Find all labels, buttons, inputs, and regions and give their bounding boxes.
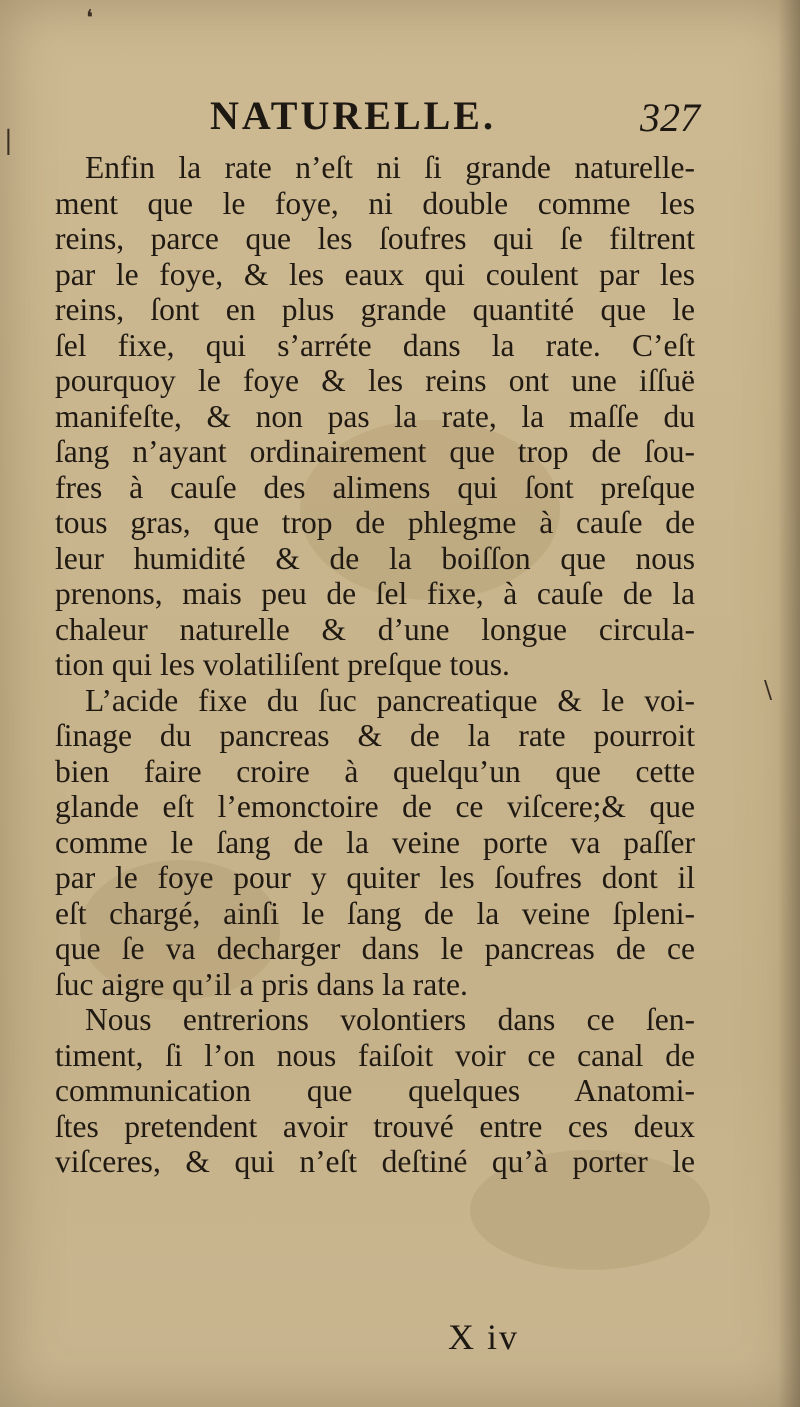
text-line: L’acide fixe du ſuc pancreatique & le voi-: [85, 682, 695, 718]
text-line: que ſe va decharger dans le pancreas de ce: [55, 931, 695, 966]
text-line: tous gras, que trop de phlegme à cauſe de: [55, 505, 695, 540]
text-line: ſel fixe, qui s’arréte dans la rate. C’eſt: [55, 327, 695, 363]
text-line: prenons, mais peu de ſel fixe, à cauſe de la: [55, 576, 695, 611]
text-line: comme le ſang de la veine porte va paſſer: [55, 824, 695, 860]
page-number: 327: [640, 95, 700, 140]
text-line: ment que le foye, ni double comme les: [55, 185, 695, 221]
text-line: fres à cauſe des alimens qui ſont preſque: [55, 469, 695, 505]
page-edge-shadow: [778, 0, 800, 1407]
running-header: [60, 92, 700, 152]
text-line: ſang n’ayant ordinairement que trop de ſou-: [55, 434, 695, 469]
text-line: glande eſt l’emonctoire de ce viſcere;& que: [55, 789, 695, 824]
text-line: reins, ſont en plus grande quantité que le: [55, 292, 695, 327]
text-line: chaleur naturelle & d’une longue circula-: [55, 611, 695, 647]
text-line: Nous entrerions volontiers dans ce ſen-: [85, 1002, 695, 1037]
text-line: communication que quelques Anatomi-: [55, 1073, 695, 1108]
margin-mark: |: [4, 126, 13, 156]
text-line: par le foye pour y quiter les ſoufres dont il: [55, 860, 695, 895]
text-line: viſceres, & qui n’eſt deſtiné qu’à porter le: [55, 1144, 695, 1179]
text-line: bien faire croire à quelqu’un que cette: [55, 753, 695, 789]
text-line: ſinage du pancreas & de la rate pourroit: [55, 718, 695, 753]
text-line: par le foye, & les eaux qui coulent par les: [55, 256, 695, 292]
text-line: eſt chargé, ainſi le ſang de la veine ſpleni-: [55, 895, 695, 931]
running-title: NATURELLE.: [210, 93, 496, 138]
text-line: ſtes pretendent avoir trouvé entre ces deux: [55, 1108, 695, 1144]
text-line: timent, ſi l’on nous faiſoit voir ce canal de: [55, 1037, 695, 1073]
text-line: leur humidité & de la boiſſon que nous: [55, 540, 695, 576]
page-body-text: [55, 150, 695, 1180]
text-line: tion qui les volatiliſent preſque tous.: [55, 647, 510, 682]
text-line: reins, parce que les ſoufres qui ſe filtrent: [55, 221, 695, 256]
ink-mark: ❛: [86, 6, 94, 31]
text-line: pourquoy le foye & les reins ont une iſſuë: [55, 363, 695, 398]
text-line: Enfin la rate n’eſt ni ſi grande naturelle-: [85, 150, 695, 185]
signature-mark: X iv: [448, 1317, 519, 1357]
margin-mark: \: [764, 676, 773, 704]
text-line: ſuc aigre qu’il a pris dans la rate.: [55, 966, 468, 1002]
text-line: manifeſte, & non pas la rate, la maſſe du: [55, 398, 695, 434]
